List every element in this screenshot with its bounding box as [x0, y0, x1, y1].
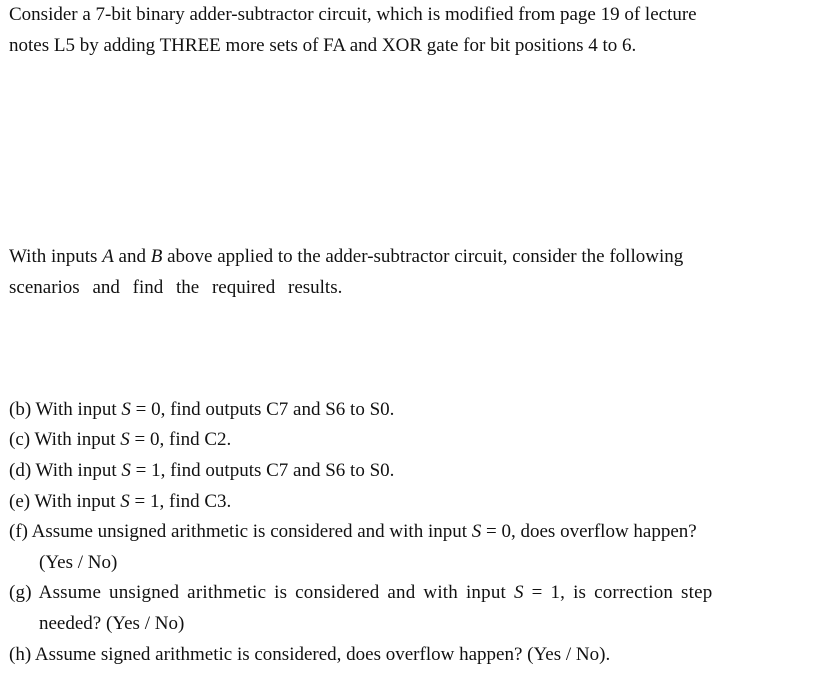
question-f: (f) Assume unsigned arithmetic is considered and with input S = 0, does overflow happen?	[9, 521, 697, 542]
question-g: (g) Assume unsigned arithmetic is considered and with input S = 1, is correction step	[9, 582, 713, 603]
question-b: (b) With input S = 0, find outputs C7 and S6 to S0.	[9, 399, 395, 420]
question-e: (e) With input S = 1, find C3.	[9, 491, 232, 512]
scenario-line-2: scenarios and find the required results.	[9, 277, 343, 298]
question-g-continuation: needed? (Yes / No)	[39, 613, 185, 634]
question-h: (h) Assume signed arithmetic is considered, does overflow happen? (Yes / No).	[9, 644, 611, 665]
intro-line-2: notes L5 by adding THREE more sets of FA and XOR gate for bit positions 4 to 6.	[9, 35, 637, 56]
intro-line-1: Consider a 7-bit binary adder-subtractor circuit, which is modified from page 19 of lecture	[9, 4, 697, 25]
scenario-line-1: With inputs A and B above applied to the adder-subtractor circuit, consider the following	[9, 246, 684, 267]
question-f-continuation: (Yes / No)	[39, 552, 118, 573]
question-d: (d) With input S = 1, find outputs C7 and S6 to S0.	[9, 460, 395, 481]
question-c: (c) With input S = 0, find C2.	[9, 429, 232, 450]
